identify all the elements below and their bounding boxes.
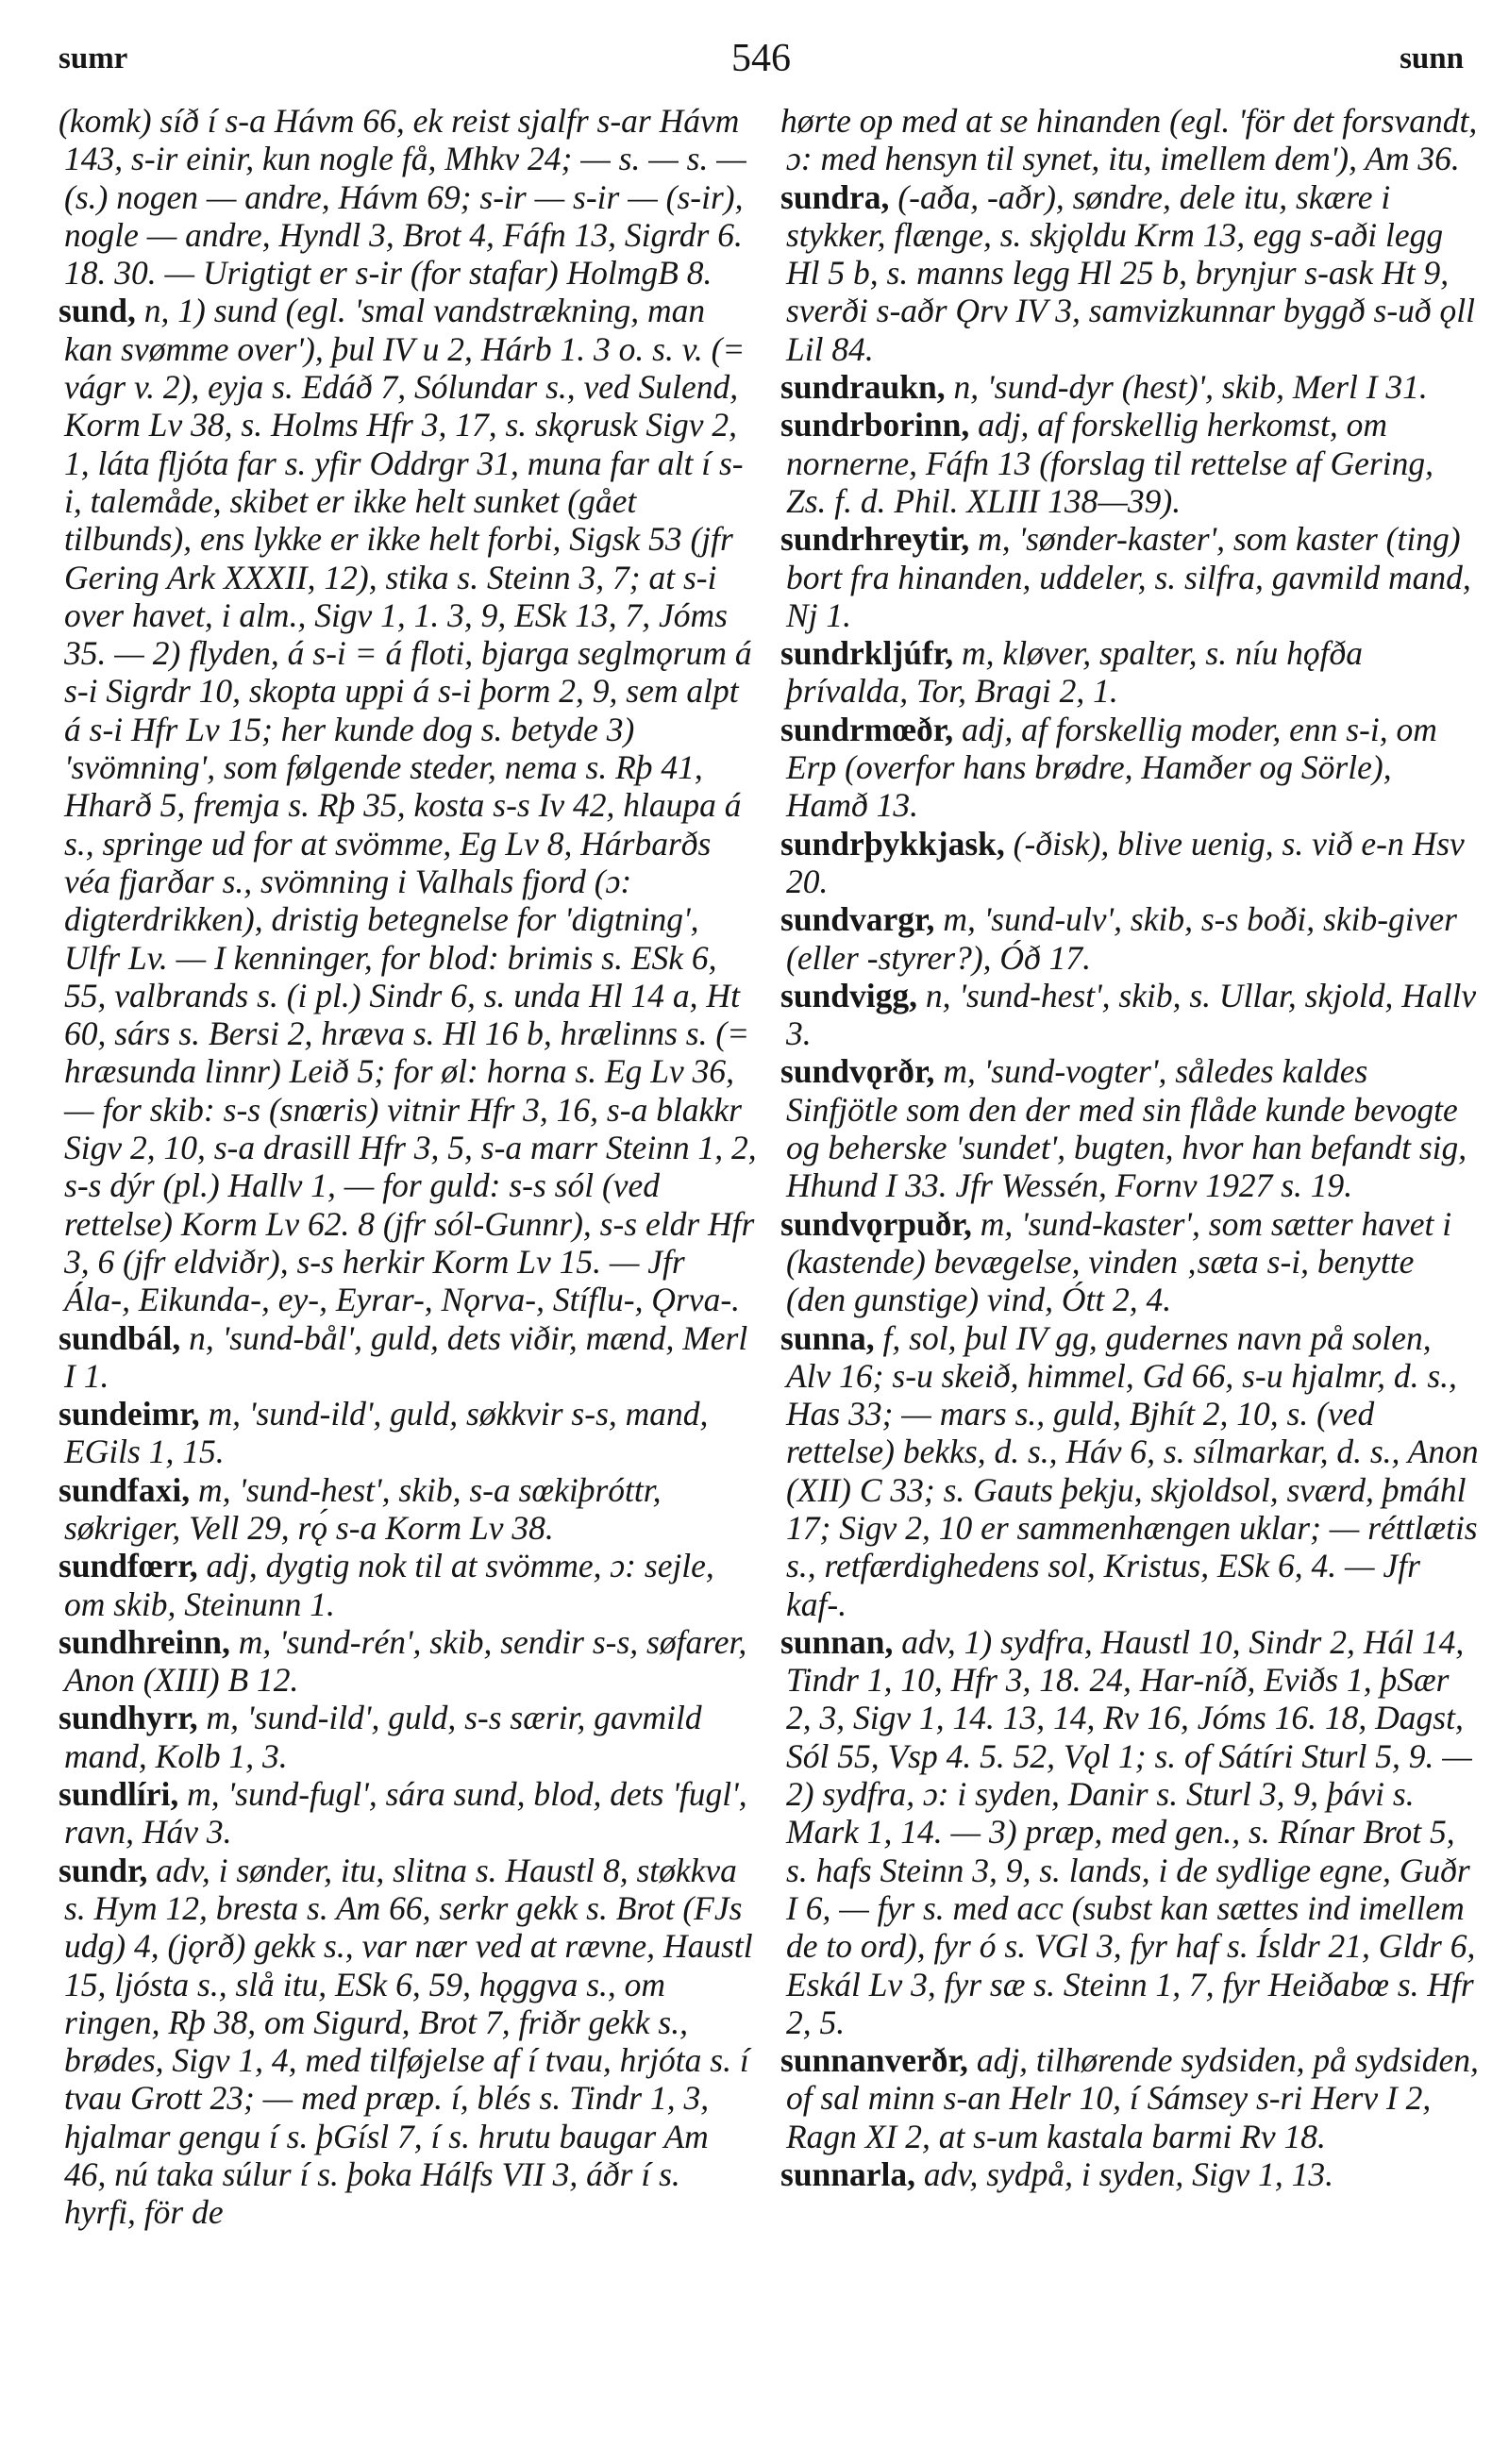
dictionary-entry xyxy=(780,1205,1481,1319)
entry-definition: adj, dygtig nok til at svömme, ɔ: sejle, om skib, Steinunn 1. xyxy=(64,1547,714,1623)
dictionary-entry xyxy=(780,406,1481,520)
entry-definition: adv, 1) sydfra, Haustl 10, Sindr 2, Hál 14, Tindr 1, 10, Hfr 3, 18. 24, Har-níð, Eviðs 1, þSær 2, 3, Sigv 1, 14. 13, 14, Rv 16, Jóms 16. 18, Dagst, Sól 55, Vsp 4. 5. 52, Vǫl 1; s. of Sátíri Sturl 5, 9. — 2) sydfra, ɔ: i syden, Danir s. Sturl 3, 9, þávi s. Mark 1, 14. — 3) præp, med gen., s. Rínar Brot 5, s. hafs Steinn 3, 9, s. lands, i de sydlige egne, Guðr I 6, — fyr s. med acc (subst kan sættes ind imellem de to ord), fyr ó s. VGl 3, fyr haf s. Ísldr 21, Gldr 6, Eskál Lv 3, fyr sæ s. Steinn 1, 7, fyr Heiðabœ s. Hfr 2, 5. xyxy=(786,1622,1476,2041)
entry-headword: sundr, xyxy=(59,1851,148,1889)
entry-headword: sundhyrr, xyxy=(59,1699,198,1737)
dictionary-entry xyxy=(780,634,1481,711)
entry-definition: m, 'sund-fugl', sára sund, blod, dets 'fugl', ravn, Háv 3. xyxy=(64,1775,747,1852)
dictionary-entry xyxy=(780,2041,1481,2155)
entry-definition: f, sol, þul IV gg, gudernes navn på solen, Alv 16; s-u skeið, himmel, Gd 66, s-u hjalmr, d. s., Has 33; — mars s., guld, Bjhít 2, 10, s. (ved rettelse) bekks, d. s., Háv 6, s. sílmarkar, d. s., Anon (XII) C 33; s. Gauts þekju, skjoldsol, sværd, þmáhl 17; Sigv 2, 10 er sammenhængen uklar; — réttlætis s., retfærdighedens sol, Kristus, ESk 6, 4. — Jfr kaf-. xyxy=(786,1318,1479,1623)
dictionary-entry xyxy=(780,900,1481,977)
entry-headword: sundfaxi, xyxy=(59,1470,191,1509)
page-header xyxy=(59,37,1464,85)
entry-definition: m, 'sund-kaster', som sætter havet i (kastende) bevægelse, vinden ‚sæta s-i, benytte (den gunstige) vind, Ótt 2, 4. xyxy=(786,1204,1452,1319)
entry-headword: sundrhreytir, xyxy=(780,520,970,559)
dictionary-entry xyxy=(780,368,1481,406)
page-number: 546 xyxy=(731,37,791,80)
entry-headword: sunnanverðr, xyxy=(780,2041,968,2080)
dictionary-entry xyxy=(780,1052,1481,1204)
entry-definition: m, 'sund-rén', skib, sendir s-s, søfarer, Anon (XIII) B 12. xyxy=(64,1622,747,1700)
entry-definition: adv, sydpå, i syden, Sigv 1, 13. xyxy=(923,2155,1334,2194)
dictionary-entry xyxy=(780,1319,1481,1623)
entry-definition: n, 'sund-bål', guld, dets viðir, mænd, Merl I 1. xyxy=(64,1318,748,1395)
entry-definition: adj, tilhørende sydsiden, på sydsiden, of sal minn s-an Helr 10, í Sámsey s-ri Herv I 2, Ragn XI 2, at s-um kastala barmi Rv 18. xyxy=(786,2041,1479,2155)
dictionary-entry xyxy=(780,102,1481,178)
entry-definition: n, 'sund-hest', skib, s. Ullar, skjold, Hallv 3. xyxy=(786,976,1477,1053)
entry-headword: sundrborinn, xyxy=(780,406,970,444)
dictionary-entry xyxy=(59,1395,759,1471)
entry-definition: m, 'sund-ild', guld, søkkvir s-s, mand, EGils 1, 15. xyxy=(64,1395,709,1471)
dictionary-entry xyxy=(780,711,1481,825)
entry-headword: sundbál, xyxy=(59,1318,181,1357)
entry-headword: sundvǫrðr, xyxy=(780,1052,935,1091)
dictionary-entry xyxy=(59,1319,759,1396)
entry-definition: adj, af forskellig herkomst, om nornerne, Fáfn 13 (forslag til rettelse af Gering, Zs. f. d. Phil. XLIII 138—39). xyxy=(786,406,1433,520)
entry-definition: (-aða, -aðr), søndre, dele itu, skære i stykker, flænge, s. skjǫldu Krm 13, egg s-aði legg Hl 5 b, s. manns legg Hl 25 b, brynjur s-ask Ht 9, sverði s-aðr Ǫrv IV 3, samvizkunnar byggð s-uð ǫll Lil 84. xyxy=(786,177,1475,368)
entry-headword: sundeimr, xyxy=(59,1395,200,1433)
entry-definition: n, 'sund-dyr (hest)', skib, Merl I 31. xyxy=(953,368,1428,407)
entry-headword: sunnan, xyxy=(780,1622,894,1661)
entry-headword: sundrþykkjask, xyxy=(780,824,1005,863)
dictionary-entry xyxy=(59,1775,759,1852)
dictionary-entry xyxy=(59,102,759,292)
entry-definition: adv, i sønder, itu, slitna s. Haustl 8, støkkva s. Hym 12, bresta s. Am 66, serkr gekk s. Brot (FJs udg) 4, (jǫrð) gekk s., var nær ved at rævne, Haustl 15, ljósta s., slå itu, ESk 6, 59, hǫggva s., om ringen, Rþ 38, om Sigurd, Brot 7, friðr gekk s., brødes, Sigv 1, 4, med tilføjelse af í tvau, hrjóta s. í tvau Grott 23; — med præp. í, blés s. Tindr 1, 3, hjalmar gengu í s. þGísl 7, í s. hrutu baugar Am 46, nú taka súlur í s. þoka Hálfs VII 3, áðr í s. hyrfi, för de xyxy=(64,1851,753,2232)
left-running-headword: sumr xyxy=(59,42,128,75)
entry-headword: sundrkljúfr, xyxy=(780,634,954,673)
dictionary-entry xyxy=(780,825,1481,901)
entry-definition: (komk) síð í s-a Hávm 66, ek reist sjalfr s-ar Hávm 143, s-ir einir, kun nogle få, Mhkv 24; — s. — s. — (s.) nogen — andre, Hávm 69; s-ir — s-ir — (s-ir), nogle — andre, Hyndl 3, Brot 4, Fáfn 13, Sigrdr 6. 18. 30. — Urigtigt er s-ir (for stafar) HolmgB 8. xyxy=(59,102,746,293)
entry-definition: m, 'sund-ulv', skib, s-s boði, skib-giver (eller -styrer?), Óð 17. xyxy=(786,900,1457,977)
entry-headword: sundra, xyxy=(780,177,890,216)
dictionary-entry xyxy=(59,292,759,1318)
entry-definition: hørte op med at se hinanden (egl. 'för det forsvandt, ɔ: med hensyn til synet, itu, imellem dem'), Am 36. xyxy=(780,102,1478,178)
entry-headword: sundraukn, xyxy=(780,368,946,407)
dictionary-entry xyxy=(59,1471,759,1548)
entry-definition: m, 'sund-vogter', således kaldes Sinfjötle som den der med sin flåde kunde bevogte og beherske 'sundet', bugten, hvor han befandt sig, Hhund I 33. Jfr Wessén, Fornv 1927 s. 19. xyxy=(786,1052,1467,1205)
dictionary-entry xyxy=(59,1547,759,1623)
dictionary-entry xyxy=(59,1699,759,1775)
dictionary-entry xyxy=(780,520,1481,634)
entry-definition: m, kløver, spalter, s. níu hǫfða þrívalda, Tor, Bragi 2, 1. xyxy=(786,634,1364,711)
entry-definition: m, 'sønder-kaster', som kaster (ting) bort fra hinanden, uddeler, s. silfra, gavmild mand, Nj 1. xyxy=(786,520,1471,634)
entry-definition: adj, af forskellig moder, enn s-i, om Erp (overfor hans brødre, Hamðer og Sörle), Hamð 13. xyxy=(786,710,1437,825)
entry-headword: sundvǫrpuðr, xyxy=(780,1204,972,1243)
entry-headword: sundvargr, xyxy=(780,900,935,939)
dictionary-entry xyxy=(59,1852,759,2232)
right-column xyxy=(780,102,1481,2193)
entry-headword: sunna, xyxy=(780,1318,875,1357)
entry-definition: (-ðisk), blive uenig, s. við e-n Hsv 20. xyxy=(786,824,1465,900)
entry-headword: sundvigg, xyxy=(780,976,918,1014)
entry-definition: m, 'sund-ild', guld, s-s særir, gavmild mand, Kolb 1, 3. xyxy=(64,1699,702,1775)
entry-definition: n, 1) sund (egl. 'smal vandstrækning, man kan svømme over'), þul IV u 2, Hárb 1. 3 o. s. v. (= vágr v. 2), eyja s. Edáð 7, Sólundar s., ved Sulend, Korm Lv 38, s. Holms Hfr 3, 17, s. skǫrusk Sigv 2, 1, láta fljóta far s. yfir Oddrgr 31, muna far alt í s-i, talemåde, skibet er ikke helt sunket (gået tilbunds), ens lykke er ikke helt forbi, Sigsk 53 (jfr Gering Ark XXXII, 12), stika s. Steinn 3, 7; at s-i over havet, i alm., Sigv 1, 1. 3, 9, ESk 13, 7, Jóms 35. — 2) flyden, á s-i = á floti, bjarga seglmǫrum á s-i Sigrdr 10, skopta uppi á s-i þorm 2, 9, sem alpt á s-i Hfr Lv 15; her kunde dog s. betyde 3) 'svömning', som følgende steder, nema s. Rþ 41, Hharð 5, fremja s. Rþ 35, kosta s-s Iv 42, hlaupa á s., springe ud for at svömme, Eg Lv 8, Hárbarðs véa fjarðar s., svömning i Valhals fjord (ɔ: digterdrikken), dristig betegnelse for 'digtning', Ulfr Lv. — I kenninger, for blod: brimis s. ESk 6, 55, valbrands s. (i pl.) Sindr 6, s. unda Hl 14 a, Ht 60, sárs s. Bersi 2, hræva s. Hl 16 b, hrælinns s. (= hræsunda linnr) Leið 5; for øl: horna s. Eg Lv 36, — for skib: s-s (snœris) vitnir Hfr 3, 16, s-a blakkr Sigv 2, 10, s-a drasill Hfr 3, 5, s-a marr Steinn 1, 2, s-s dýr (pl.) Hallv 1, — for guld: s-s sól (ved rettelse) Korm Lv 62. 8 (jfr sól-Gunnr), s-s eldr Hfr 3, 6 (jfr eldviðr), s-s herkir Korm Lv 15. — Jfr Ála-, Eikunda-, ey-, Eyrar-, Nǫrva-, Stíflu-, Ǫrva-. xyxy=(64,292,757,1319)
dictionary-entry xyxy=(780,1623,1481,2041)
entry-headword: sunnarla, xyxy=(780,2155,916,2194)
entry-headword: sund, xyxy=(59,292,136,330)
dictionary-entry xyxy=(780,2155,1481,2193)
dictionary-entry xyxy=(59,1623,759,1700)
entry-headword: sundlíri, xyxy=(59,1775,179,1814)
right-running-headword: sunn xyxy=(1400,42,1464,75)
entry-definition: m, 'sund-hest', skib, s-a sœkiþróttr, søkriger, Vell 29, rǫ́ s-a Korm Lv 38. xyxy=(64,1470,662,1547)
entry-headword: sundrmœðr, xyxy=(780,710,954,748)
entry-headword: sundhreinn, xyxy=(59,1622,230,1661)
dictionary-entry xyxy=(780,977,1481,1053)
entry-headword: sundfœrr, xyxy=(59,1547,198,1585)
dictionary-entry xyxy=(780,178,1481,368)
left-column xyxy=(59,102,759,2232)
